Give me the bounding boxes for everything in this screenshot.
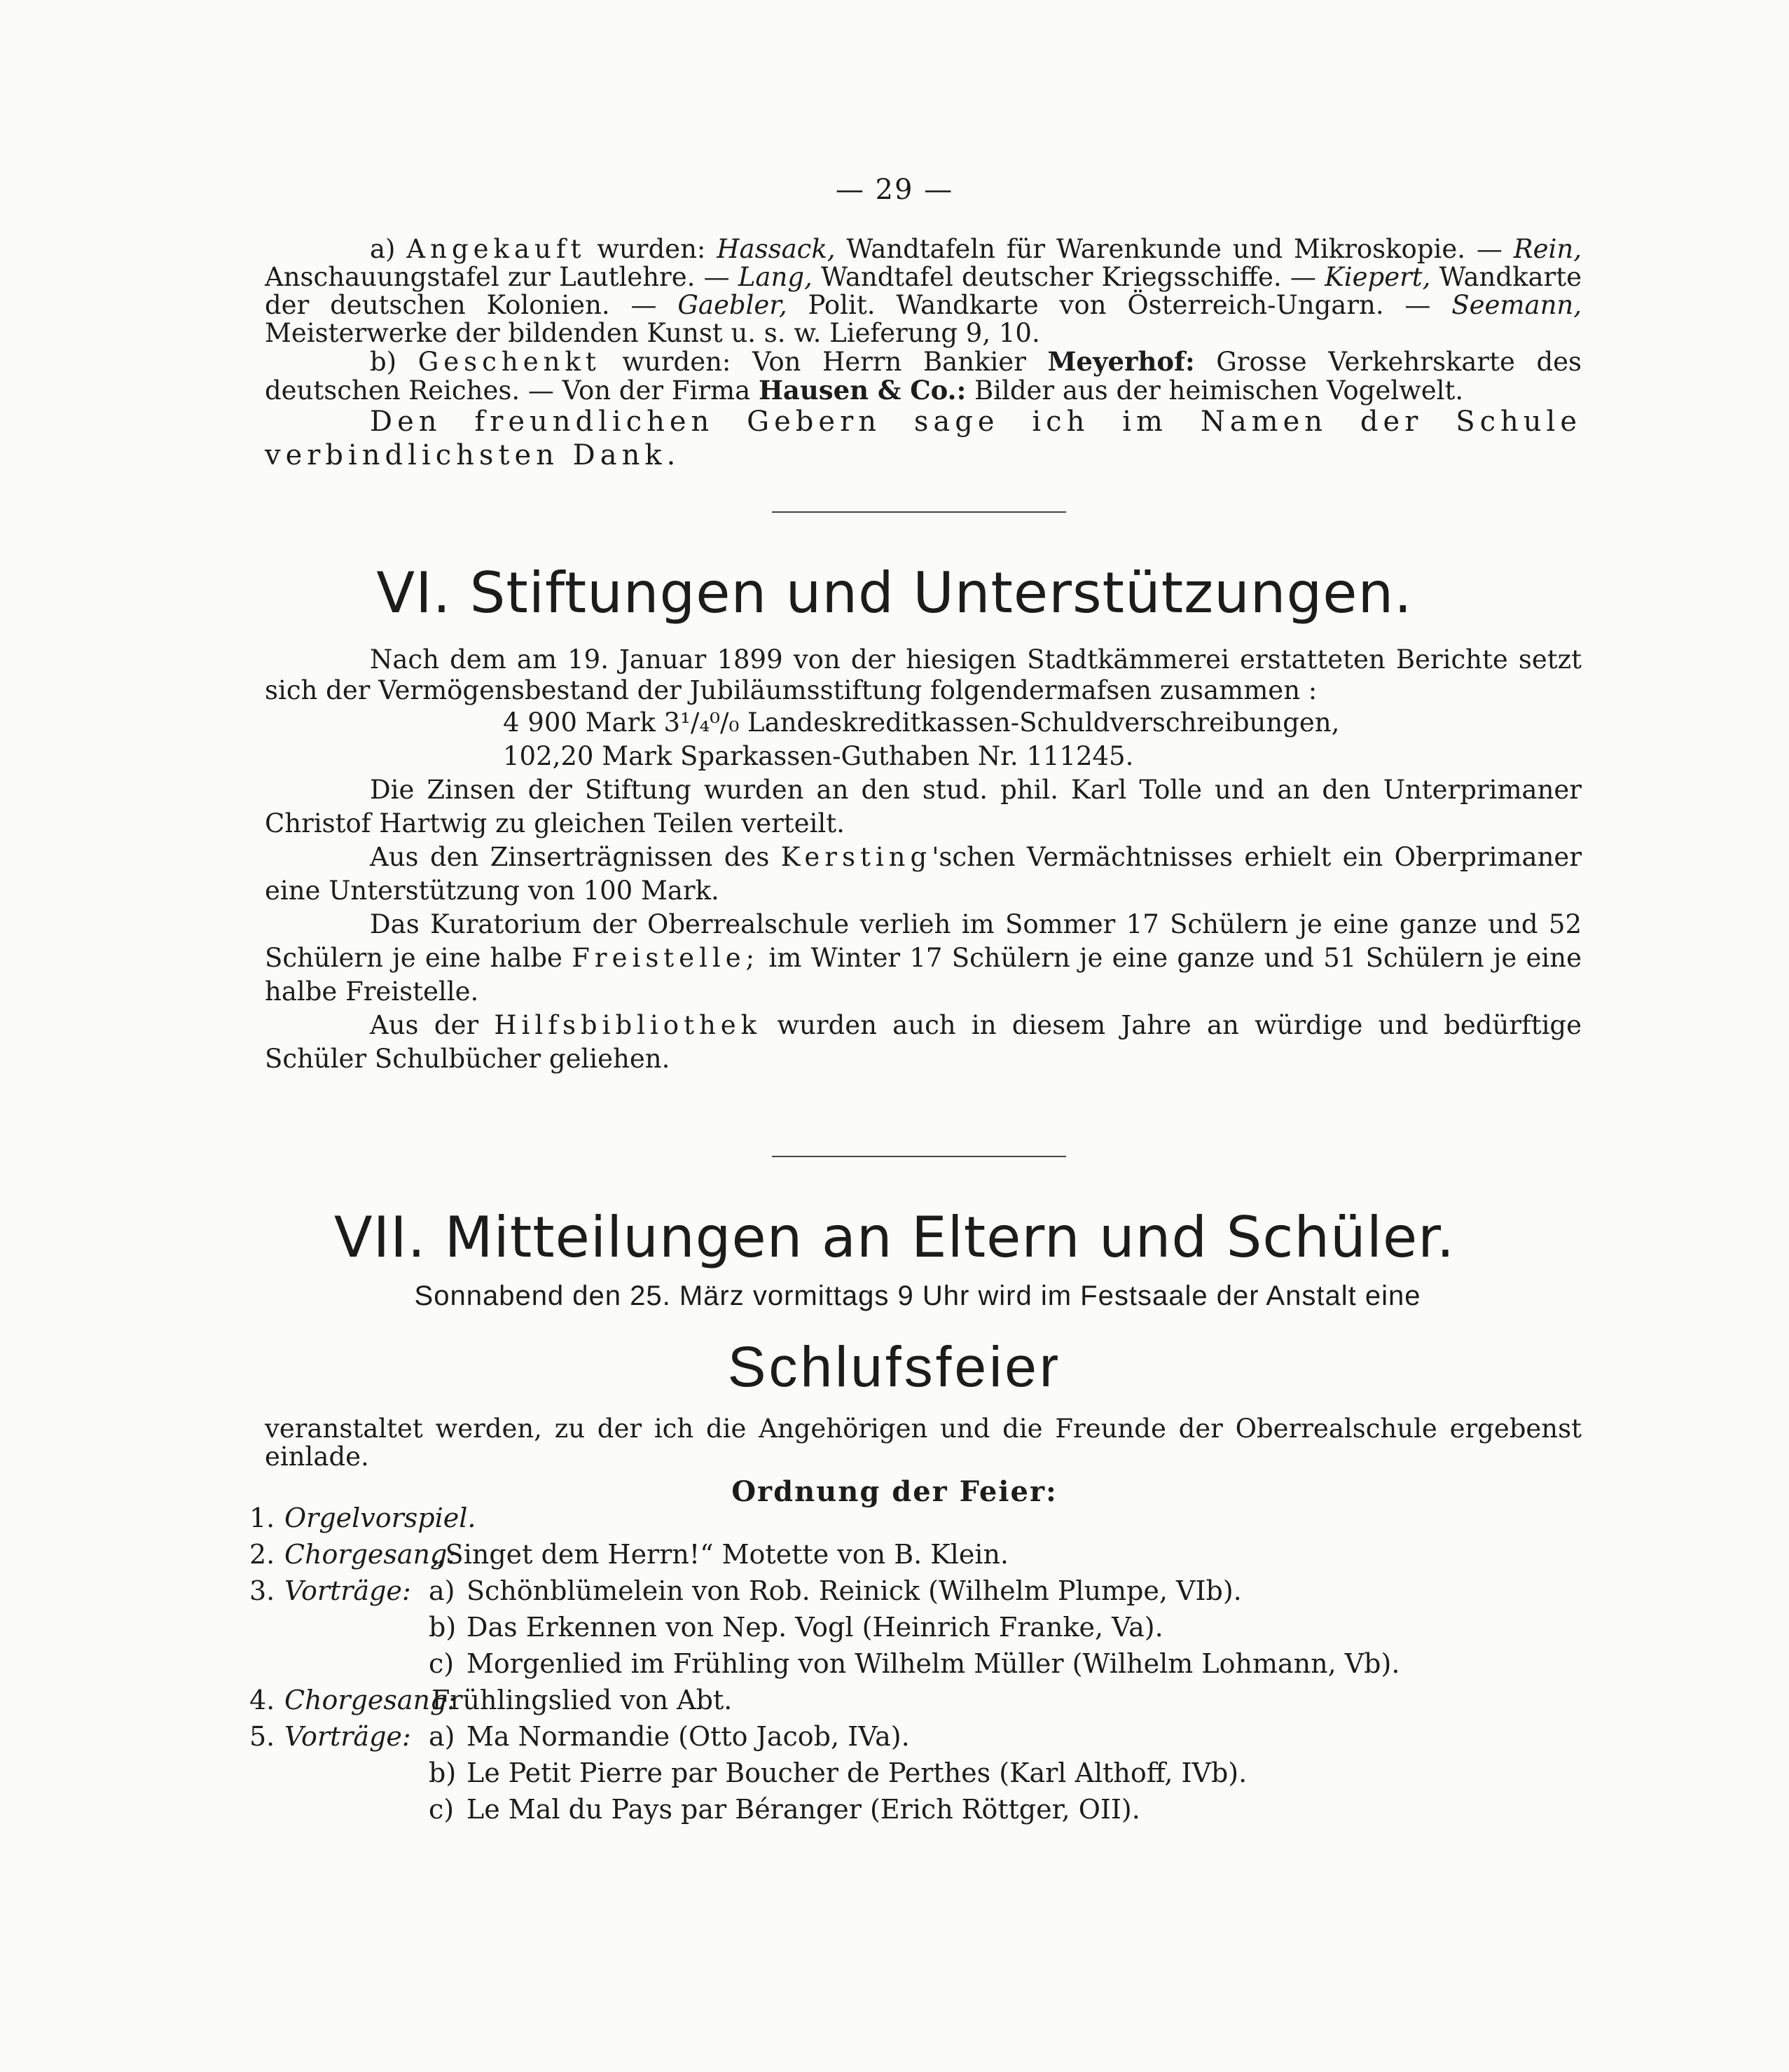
asset-line-1: 4 900 Mark 3¹/₄⁰/₀ Landeskreditkassen-Schuldverschreibungen, [503,707,1340,738]
program-item: 3. Vorträge: a) Schönblümelein von Rob. Reinick (Wilhelm Plumpe, VIb). [249,1575,1242,1606]
asset-line-2: 102,20 Mark Sparkassen-Guthaben Nr. 111245. [503,741,1134,771]
section-6-body [265,644,1582,1076]
divider [772,1156,1066,1157]
bequest-paragraph: Aus den Zinserträgnissen des Kersting'schen Vermächtnisses erhielt ein Oberprimaner eine Unterstützung von 100 Mark. [265,842,1582,906]
program-item: 1. Orgelvorspiel. [249,1503,476,1533]
donated-paragraph: b) Geschenkt wurden: Von Herrn Bankier Meyerhof: Grosse Verkehrskarte des deutschen Reiches. — Von der Firma Hausen & Co.: Bilder aus der heimischen Vogelwelt. [265,346,1582,406]
ceremony-title: Schlufsfeier [727,1335,1062,1399]
foundation-paragraph: Nach dem am 19. Januar 1899 von der hiesigen Stadtkämmerei erstatteten Berichte setzt sich der Vermögensbestand der Jubiläumsstiftung folgendermafsen zusammen : [265,644,1582,705]
thanks-paragraph: Den freundlichen Gebern sage ich im Namen der Schule verbindlichsten Dank. [265,406,1582,471]
free-places-paragraph: Das Kuratorium der Oberrealschule verlieh im Sommer 17 Schülern je eine ganze und 52 Schülern je eine halbe Freistelle; im Winter 17 Schülern je eine ganze und 51 Schülern je eine halbe Freistelle. [265,909,1582,1007]
ceremony-intro: Sonnabend den 25. März vormittags 9 Uhr wird im Festsaale der Anstalt eine [414,1280,1421,1311]
interest-paragraph: Die Zinsen der Stiftung wurden an den stud. phil. Karl Tolle und an den Unterprimaner Christof Hartwig zu gleichen Teilen verteilt. [265,775,1582,838]
library-paragraph: Aus der Hilfsbibliothek wurden auch in diesem Jahre an würdige und bedürftige Schüler Schulbücher geliehen. [265,1010,1582,1074]
program-item: 2. Chorgesang: „Singet dem Herrn!“ Motette von B. Klein. [249,1539,1009,1570]
section-6-heading: VI. Stiftungen und Unterstützungen. [376,560,1413,626]
acquired-paragraph: a) Angekauft wurden: Hassack, Wandtafeln für Warenkunde und Mikroskopie. — Rein, Anschauungstafel zur Lautlehre. — Lang, Wandtafel deutscher Kriegsschiffe. — Kiepert, Wandkarte der deutschen Kolonien. — Gaebler, Polit. Wandkarte von Österreich-Ungarn. — Seemann, Meisterwerke der bildenden Kunst u. s. w. Lieferung 9, 10. [265,234,1582,348]
program-item: b) Das Erkennen von Nep. Vogl (Heinrich Franke, Va). [429,1612,1163,1643]
program-item: 5. Vorträge: a) Ma Normandie (Otto Jacob, IVa). [249,1721,910,1752]
divider [772,511,1066,513]
program-title: Ordnung der Feier: [731,1475,1058,1508]
program-item: c) Le Mal du Pays par Béranger (Erich Röttger, OII). [429,1794,1140,1825]
program-list [249,1503,1594,1830]
program-item: c) Morgenlied im Frühling von Wilhelm Müller (Wilhelm Lohmann, Vb). [429,1648,1400,1679]
section-7-heading: VII. Mitteilungen an Eltern und Schüler. [333,1205,1456,1270]
invitation-paragraph: veranstaltet werden, zu der ich die Angehörigen und die Freunde der Oberrealschule ergebenst einlade. [265,1414,1582,1472]
page-number: — 29 — [835,174,954,206]
program-item: b) Le Petit Pierre par Boucher de Perthes (Karl Althoff, IVb). [429,1757,1248,1788]
program-item: 4. Chorgesang: Frühlingslied von Abt. [249,1685,733,1715]
acquisitions-block [265,235,1582,472]
